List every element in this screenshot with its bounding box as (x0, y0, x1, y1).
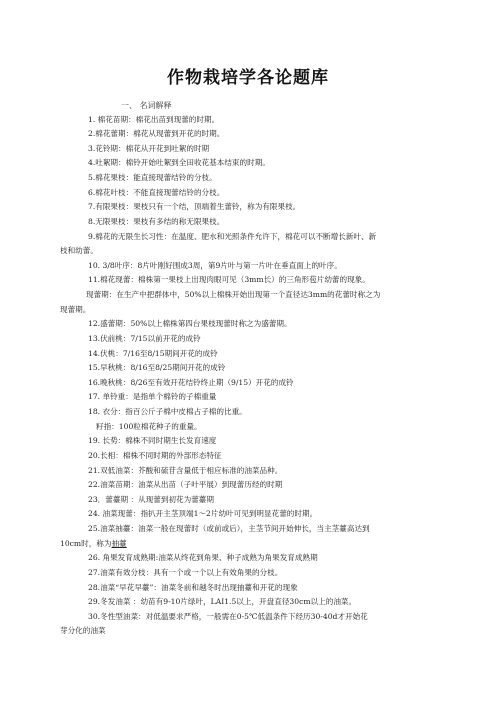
definition-line: 29.冬发油菜 ：幼苗有9-10片绿叶，LAI1.5以上，开盘直径30cm以上的油菜。 (88, 597, 357, 607)
definition-list (60, 113, 468, 640)
definition-line: 20.长相：棉株不同时期的外部形态特征 (88, 450, 222, 460)
definition-line: 27.油菜有效分枝：具有一个或一个以上有效角果的分枝。 (88, 567, 283, 577)
definition-line: 7.有限果枝：果枝只有一个结，顶端着生蕾铃，称为有限果枝。 (88, 202, 301, 212)
definition-line-continued: 现蕾期。 (60, 304, 91, 314)
document-title: 作物栽培学各论题库 (167, 68, 329, 88)
definition-line: 21.双低油菜：芥酸和硫苷含量低于相应标准的油菜品种。 (88, 465, 283, 475)
definition-line: 18. 衣分：指百公斤子棉中皮棉占子棉的比重。 (88, 407, 247, 416)
definition-line: 5.棉花果枝：能直接现蕾结铃的分枝。 (88, 173, 217, 182)
definition-line: 8.无限果枝：果枝有多结的称无限果枝。 (88, 216, 225, 226)
definition-line: 籽指：100粒棉花种子的重量。 (96, 421, 202, 431)
definition-line: 23．蕾薹期 ：从现蕾到初花为蕾薹期 (88, 494, 214, 504)
definition-line: 24. 油菜现蕾：指扒开主茎顶端1～2片幼叶可见到明显花蕾的时期。 (88, 509, 318, 519)
definition-line: 9.棉花的无限生长习性：在温度、肥水和光照条件允许下，棉花可以不断增长新叶、新 (88, 231, 377, 241)
definition-line: 25.油菜抽薹：油菜一般在现蕾时（或前或后），主茎节间开始伸长，当主茎薹高达到 (88, 524, 370, 533)
definition-line: 4.吐絮期：棉铃开始吐絮到全田收花基本结束的时期。 (88, 158, 270, 168)
definition-line: 12.盛蕾期：50%以上棉株第四台果枝现蕾时称之为盛蕾期。 (88, 319, 292, 329)
definition-line: 现蕾期：在生产中把群体中，50%以上棉株开始出现第一个直径达3mm的花蕾时称之为 (86, 290, 381, 299)
definition-line: 2.棉花蕾期：棉花从现蕾到开花的时期。 (88, 129, 225, 139)
definition-line-continued: 枝和幼蕾。 (60, 246, 98, 256)
definition-line: 22.油菜苗期：油菜从出苗（子叶平展）到现蕾历经的时期 (88, 480, 283, 490)
definition-line: 28.油菜“早花早薹”：油菜冬前和越冬时出现抽薹和开花的现象 (88, 582, 298, 592)
definition-line: 13.伏前桃：7/15以前开花的成铃 (88, 333, 201, 343)
definition-line: 15.早秋桃：8/16至8/25期间开花的成铃 (88, 363, 226, 373)
section-heading: 一、 名词解释 (121, 101, 172, 110)
definition-line-continued (60, 537, 468, 552)
line-text: 10cm时，称为 (60, 538, 112, 548)
definition-line: 16.晚秋桃：8/26至有效开花结铃终止期（9/15）开花的成铃 (88, 377, 294, 387)
definition-line: 30.冬性型油菜：对低温要求严格，一般需在0-5℃低温条件下经历30-40d才开始花 (88, 611, 368, 621)
definition-line: 10. 3/8叶序：8片叶刚好围成3周，第9片叶与第一片叶在垂直面上的叶序。 (88, 260, 342, 270)
definition-line: 17. 单铃重：是指单个棉铃的子棉重量 (88, 392, 217, 402)
definition-line: 26. 角果发育成熟期:油菜从终花到角果、种子成熟为角果发育成熟期 (88, 553, 318, 563)
definition-line: 11.棉花现蕾：棉株第一果枝上出现肉眼可见（3mm长）的三角形苞片幼蕾的现象。 (88, 275, 370, 285)
definition-line: 1. 棉花苗期：棉花出苗到现蕾的时期。 (88, 114, 220, 124)
definition-line-continued: 芽分化的油菜 (60, 626, 106, 636)
definition-line: 14.伏桃：7/16至8/15期间开花的成铃 (88, 348, 218, 358)
underlined-term: 抽薹 (111, 538, 127, 548)
definition-line: 6.棉花叶枝：不能直接现蕾结铃的分枝。 (88, 187, 225, 197)
definition-line: 19. 长势：棉株不同时期生长发育速度 (88, 436, 217, 446)
definition-line: 3.花铃期：棉花从开花到吐絮的时期 (88, 143, 210, 153)
